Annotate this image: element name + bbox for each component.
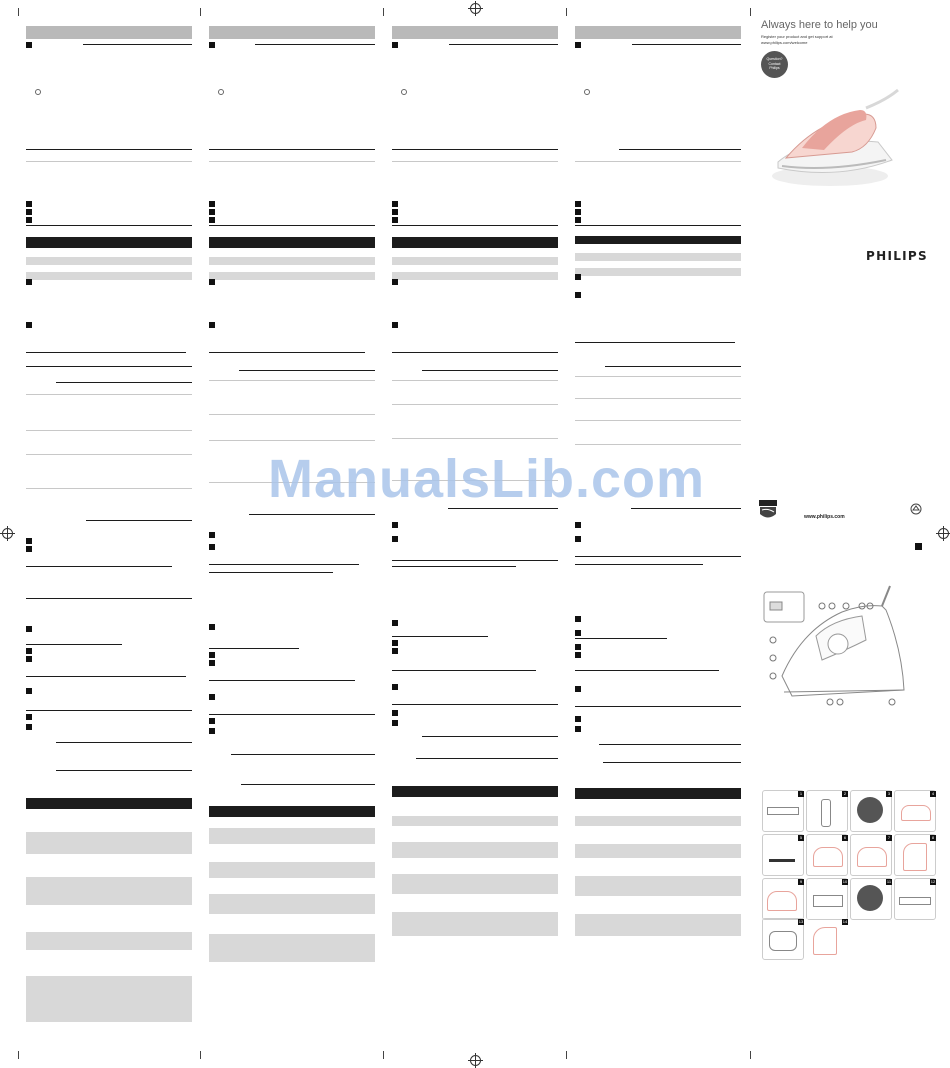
divider bbox=[392, 404, 558, 405]
registration-mark-icon bbox=[2, 528, 13, 539]
table-header bbox=[575, 236, 741, 244]
language-column bbox=[392, 26, 558, 39]
page-marker bbox=[915, 543, 922, 550]
heading-rule bbox=[56, 382, 192, 383]
iron-diagram bbox=[762, 580, 912, 710]
crop-mark bbox=[566, 8, 567, 16]
table-row bbox=[26, 932, 192, 950]
crop-mark bbox=[18, 1051, 19, 1059]
figure-panel bbox=[806, 790, 848, 832]
bullet-square bbox=[392, 209, 398, 215]
registered-icon bbox=[401, 89, 407, 95]
iron-shape bbox=[813, 847, 843, 867]
bullet-square bbox=[575, 201, 581, 207]
heading-rule bbox=[241, 784, 375, 785]
website-link[interactable]: www.philips.com bbox=[804, 514, 845, 520]
text-line bbox=[575, 638, 667, 639]
heading-rule bbox=[56, 742, 192, 743]
text-line bbox=[392, 566, 516, 567]
table-header bbox=[209, 806, 375, 817]
bullet-square bbox=[392, 322, 398, 328]
figure-number: 1 bbox=[799, 791, 803, 796]
text-line bbox=[392, 352, 558, 353]
figure-panel bbox=[762, 918, 804, 960]
table-row bbox=[392, 912, 558, 936]
table-row bbox=[26, 272, 192, 280]
heading-rule bbox=[26, 225, 192, 226]
figure-panel bbox=[762, 878, 804, 920]
crop-mark bbox=[200, 8, 201, 16]
bullet-square bbox=[26, 648, 32, 654]
divider bbox=[392, 161, 558, 162]
figure-panel bbox=[806, 834, 848, 876]
table-header bbox=[392, 786, 558, 797]
divider bbox=[26, 488, 192, 489]
bullet-square bbox=[392, 217, 398, 223]
bullet-square bbox=[209, 624, 215, 630]
iron-shape bbox=[857, 847, 887, 867]
table-row bbox=[209, 272, 375, 280]
divider bbox=[575, 420, 741, 421]
bullet-square bbox=[26, 546, 32, 552]
bullet-square bbox=[26, 714, 32, 720]
badge-line: Philips bbox=[769, 66, 780, 70]
bullet-square bbox=[392, 201, 398, 207]
figure-panel bbox=[806, 918, 848, 960]
figure-number: 4 bbox=[931, 791, 935, 796]
dial-shape bbox=[857, 797, 883, 823]
bullet-square bbox=[209, 532, 215, 538]
crop-mark bbox=[200, 1051, 201, 1059]
registration-mark-icon bbox=[470, 1055, 481, 1066]
bullet-square bbox=[26, 656, 32, 662]
figure-number: 12 bbox=[930, 879, 936, 884]
iron-illustration bbox=[768, 84, 900, 194]
text-line bbox=[392, 636, 488, 637]
dial-shape bbox=[857, 885, 883, 911]
bullet-square bbox=[575, 536, 581, 542]
bullet-square bbox=[575, 726, 581, 732]
register-url: www.philips.com/welcome bbox=[761, 40, 808, 45]
heading-rule bbox=[83, 44, 192, 45]
figure-panel bbox=[850, 790, 892, 832]
badge-line: Contact bbox=[768, 61, 781, 66]
shield-logo-icon bbox=[759, 500, 777, 520]
figure-number: 3 bbox=[887, 791, 891, 796]
figure-number: 7 bbox=[887, 835, 891, 840]
text-line bbox=[26, 352, 186, 353]
table-row bbox=[575, 914, 741, 936]
text-line bbox=[209, 352, 365, 353]
heading-rule bbox=[603, 762, 741, 763]
column-header-bar bbox=[26, 26, 192, 39]
table-header bbox=[209, 237, 375, 248]
figure-panel bbox=[762, 834, 804, 876]
iron-shape bbox=[901, 805, 931, 821]
column-header-bar bbox=[575, 26, 741, 39]
text-line bbox=[26, 566, 172, 567]
heading-rule bbox=[255, 44, 375, 45]
table-header bbox=[575, 788, 741, 799]
divider bbox=[575, 444, 741, 445]
divider bbox=[575, 161, 741, 162]
figure-number: 10 bbox=[842, 879, 848, 884]
table-header bbox=[26, 798, 192, 809]
text-line bbox=[209, 680, 355, 681]
bullet-square bbox=[392, 522, 398, 528]
bullet-square bbox=[575, 652, 581, 658]
registered-icon bbox=[218, 89, 224, 95]
table-row bbox=[209, 828, 375, 844]
text-line bbox=[26, 676, 186, 677]
bullet-square bbox=[575, 630, 581, 636]
figure-number: 14 bbox=[842, 919, 848, 924]
crop-mark bbox=[383, 1051, 384, 1059]
heading-rule bbox=[392, 149, 558, 150]
watermark-text: ManualsLib.com bbox=[268, 449, 706, 509]
text-line bbox=[575, 706, 741, 707]
divider bbox=[26, 161, 192, 162]
heading-rule bbox=[449, 44, 558, 45]
divider bbox=[392, 380, 558, 381]
text-line bbox=[209, 564, 359, 565]
divider bbox=[26, 454, 192, 455]
iron-shape bbox=[767, 891, 797, 911]
bullet-square bbox=[575, 716, 581, 722]
heading-rule bbox=[599, 744, 741, 745]
bullet-square bbox=[209, 279, 215, 285]
crop-mark bbox=[566, 1051, 567, 1059]
bullet-square bbox=[209, 322, 215, 328]
table-row bbox=[575, 816, 741, 826]
table-row bbox=[26, 877, 192, 905]
bullet-square bbox=[209, 201, 215, 207]
table-row bbox=[209, 257, 375, 265]
table-row bbox=[392, 272, 558, 280]
bullet-square bbox=[26, 626, 32, 632]
figure-number: 6 bbox=[843, 835, 847, 840]
figure-number: 5 bbox=[799, 835, 803, 840]
bullet-square bbox=[26, 688, 32, 694]
text-line bbox=[575, 342, 735, 343]
heading-rule bbox=[632, 44, 741, 45]
table-row bbox=[209, 862, 375, 878]
table-row bbox=[575, 876, 741, 896]
bullet-square bbox=[392, 620, 398, 626]
column-header-bar bbox=[209, 26, 375, 39]
figure-shape bbox=[813, 895, 843, 907]
text-line bbox=[26, 366, 192, 367]
bullet-square bbox=[392, 279, 398, 285]
cover-tagline: Always here to help you bbox=[761, 19, 878, 31]
figure-number: 13 bbox=[798, 919, 804, 924]
register-line: Register your product and get support at bbox=[761, 34, 833, 39]
crop-mark bbox=[750, 1051, 751, 1059]
bullet-square bbox=[392, 640, 398, 646]
bullet-square bbox=[392, 648, 398, 654]
text-line bbox=[392, 704, 558, 705]
table-row bbox=[26, 257, 192, 265]
figure-panel bbox=[762, 790, 804, 832]
bullet-square bbox=[575, 42, 581, 48]
table-row bbox=[26, 832, 192, 854]
figure-panel bbox=[894, 878, 936, 920]
bullet-square bbox=[26, 201, 32, 207]
iron-shape bbox=[903, 843, 927, 871]
bullet-square bbox=[209, 652, 215, 658]
heading-rule bbox=[392, 225, 558, 226]
heading-rule bbox=[86, 520, 192, 521]
bullet-square bbox=[26, 724, 32, 730]
table-header bbox=[26, 237, 192, 248]
table-row bbox=[392, 257, 558, 265]
language-column bbox=[26, 26, 192, 39]
divider bbox=[209, 380, 375, 381]
table-row bbox=[392, 842, 558, 858]
bullet-square bbox=[209, 660, 215, 666]
divider bbox=[209, 440, 375, 441]
figure-number: 8 bbox=[931, 835, 935, 840]
bullet-square bbox=[26, 42, 32, 48]
figure-number: 9 bbox=[799, 879, 803, 884]
arrow-icon bbox=[769, 859, 795, 862]
registration-mark-icon bbox=[470, 3, 481, 14]
table-row bbox=[26, 976, 192, 1022]
figure-panel bbox=[850, 834, 892, 876]
text-line bbox=[575, 670, 719, 671]
bullet-square bbox=[575, 209, 581, 215]
registration-mark-icon bbox=[938, 528, 949, 539]
heading-rule bbox=[605, 366, 741, 367]
heading-rule bbox=[56, 770, 192, 771]
bullet-square bbox=[26, 538, 32, 544]
figure-shape bbox=[821, 799, 831, 827]
bullet-square bbox=[575, 274, 581, 280]
question-badge bbox=[761, 51, 788, 78]
bullet-square bbox=[575, 217, 581, 223]
crop-mark bbox=[18, 8, 19, 16]
bullet-square bbox=[209, 209, 215, 215]
bullet-square bbox=[575, 644, 581, 650]
language-column bbox=[209, 26, 375, 39]
divider bbox=[575, 376, 741, 377]
heading-rule bbox=[619, 149, 741, 150]
bullet-square bbox=[392, 536, 398, 542]
recycle-icon bbox=[910, 503, 922, 515]
heading-rule bbox=[209, 225, 375, 226]
table-row bbox=[209, 934, 375, 962]
figure-panel bbox=[894, 834, 936, 876]
table-row bbox=[209, 894, 375, 914]
heading-rule bbox=[209, 149, 375, 150]
figure-shape bbox=[899, 897, 931, 905]
text-line bbox=[209, 572, 333, 573]
divider bbox=[26, 430, 192, 431]
table-row bbox=[392, 816, 558, 826]
bullet-square bbox=[209, 694, 215, 700]
heading-rule bbox=[26, 149, 192, 150]
divider bbox=[392, 438, 558, 439]
bullet-square bbox=[575, 686, 581, 692]
table-row bbox=[392, 874, 558, 894]
heading-rule bbox=[239, 370, 375, 371]
bullet-square bbox=[209, 728, 215, 734]
figure-panel bbox=[850, 878, 892, 920]
figure-panel bbox=[894, 790, 936, 832]
bullet-square bbox=[575, 522, 581, 528]
crop-mark bbox=[750, 8, 751, 16]
text-line bbox=[575, 564, 703, 565]
bullet-square bbox=[209, 42, 215, 48]
philips-logo: PHILIPS bbox=[866, 249, 928, 263]
text-line bbox=[209, 648, 299, 649]
column-header-bar bbox=[392, 26, 558, 39]
table-row bbox=[575, 844, 741, 858]
table-row bbox=[575, 268, 741, 276]
bullet-square bbox=[392, 720, 398, 726]
heading-rule bbox=[422, 370, 558, 371]
bullet-square bbox=[392, 42, 398, 48]
iron-shape bbox=[813, 927, 837, 955]
bullet-square bbox=[209, 544, 215, 550]
text-line bbox=[209, 714, 375, 715]
bullet-square bbox=[392, 710, 398, 716]
figure-number: 11 bbox=[886, 879, 892, 884]
bullet-square bbox=[26, 209, 32, 215]
divider bbox=[209, 161, 375, 162]
bullet-square bbox=[209, 217, 215, 223]
text-line bbox=[392, 670, 536, 671]
registered-icon bbox=[35, 89, 41, 95]
heading-rule bbox=[575, 225, 741, 226]
text-line bbox=[575, 556, 741, 557]
bullet-square bbox=[26, 217, 32, 223]
badge-line: Question? bbox=[766, 57, 783, 61]
table-row bbox=[575, 253, 741, 261]
heading-rule bbox=[249, 514, 375, 515]
text-line bbox=[26, 598, 192, 599]
figure-shape bbox=[767, 807, 799, 815]
table-header bbox=[392, 237, 558, 248]
heading-rule bbox=[231, 754, 375, 755]
figure-number: 2 bbox=[843, 791, 847, 796]
bullet-square bbox=[392, 684, 398, 690]
heading-rule bbox=[416, 758, 558, 759]
registered-icon bbox=[584, 89, 590, 95]
bullet-square bbox=[575, 616, 581, 622]
text-line bbox=[26, 710, 192, 711]
divider bbox=[26, 394, 192, 395]
bullet-square bbox=[26, 322, 32, 328]
divider bbox=[575, 398, 741, 399]
figure-shape bbox=[769, 931, 797, 951]
bullet-square bbox=[209, 718, 215, 724]
heading-rule bbox=[422, 736, 558, 737]
divider bbox=[209, 414, 375, 415]
text-line bbox=[26, 644, 122, 645]
bullet-square bbox=[575, 292, 581, 298]
figure-panel bbox=[806, 878, 848, 920]
text-line bbox=[392, 560, 558, 561]
bullet-square bbox=[26, 279, 32, 285]
language-column bbox=[575, 26, 741, 39]
crop-mark bbox=[383, 8, 384, 16]
